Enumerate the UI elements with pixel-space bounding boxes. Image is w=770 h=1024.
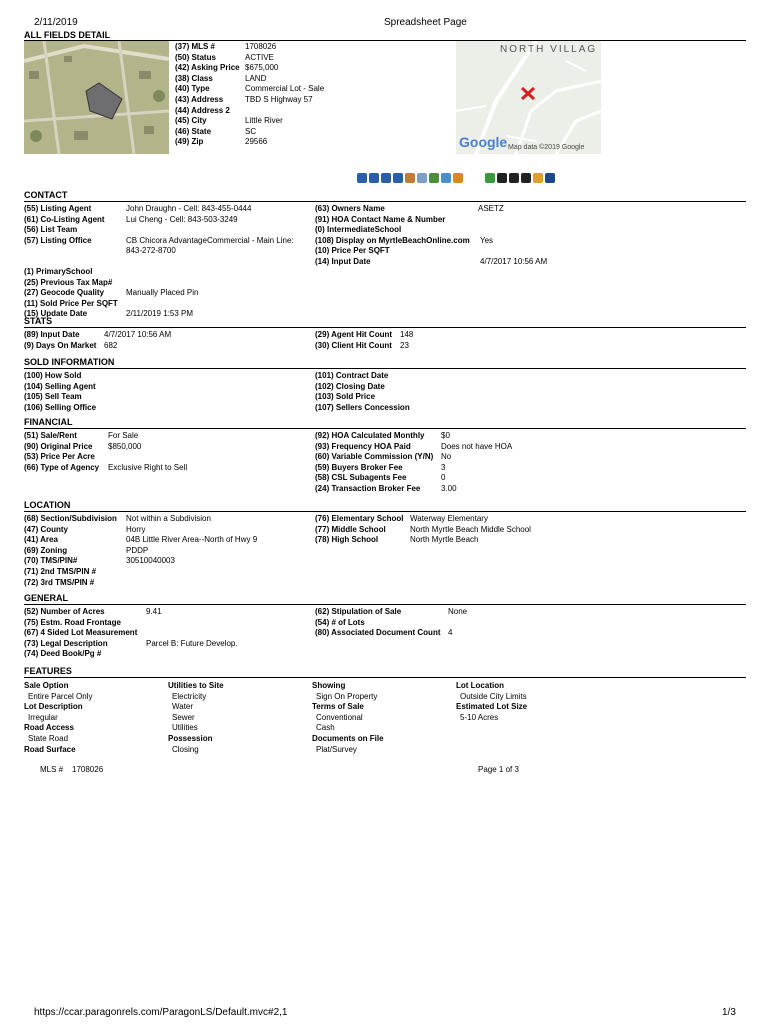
field-row xyxy=(315,215,547,226)
field-value: 4/7/2017 10:56 AM xyxy=(104,330,172,339)
field-value: 0 xyxy=(441,473,446,483)
field-value: 23 xyxy=(400,340,409,350)
field-value: $675,000 xyxy=(245,63,279,73)
feature-heading: Documents on File xyxy=(312,733,384,743)
field-row xyxy=(315,607,467,618)
field-row xyxy=(24,278,294,289)
feature-item: Irregular xyxy=(28,712,58,722)
feature-item: Electricity xyxy=(172,691,207,701)
field-label: (91) HOA Contact Name & Number xyxy=(315,214,446,224)
field-row xyxy=(315,341,413,352)
field-value: 29566 xyxy=(245,137,268,147)
field-value: Horry xyxy=(126,524,146,534)
field-label: (106) Selling Office xyxy=(24,402,97,412)
field-value: 3 xyxy=(441,462,446,472)
aerial-map-image[interactable] xyxy=(24,41,169,154)
field-value: 2/11/2019 1:53 PM xyxy=(126,309,194,319)
field-value: For Sale xyxy=(108,431,139,440)
field-row xyxy=(315,246,547,257)
field-label: (53) Price Per Acre xyxy=(24,452,95,462)
field-label: (72) 3rd TMS/PIN # xyxy=(24,577,95,587)
field-value: 30510040003 xyxy=(126,556,175,566)
google-logo: Google xyxy=(459,134,508,150)
field-label: (75) Estm. Road Frontage xyxy=(24,617,121,627)
field-label: (27) Geocode Quality xyxy=(24,288,105,298)
field-label: (90) Original Price xyxy=(24,441,93,451)
field-row xyxy=(24,299,294,310)
field-value: Parcel B: Future Develop. xyxy=(146,638,238,648)
field-label: (46) State xyxy=(175,126,212,136)
field-label: (63) Owners Name xyxy=(315,204,385,213)
field-row xyxy=(315,225,547,236)
field-label: (41) Area xyxy=(24,535,58,545)
field-label: (108) Display on MyrtleBeachOnline.com xyxy=(315,235,470,245)
field-value: Yes xyxy=(480,235,494,245)
toolbar-action-icon[interactable] xyxy=(369,173,379,183)
footer-mls-label: MLS # xyxy=(40,765,64,774)
field-value: 682 xyxy=(104,340,118,350)
field-value: Commercial Lot - Sale xyxy=(245,84,325,94)
features-column xyxy=(312,681,384,755)
feature-heading: Road Access xyxy=(24,723,74,733)
field-value: 148 xyxy=(400,330,414,339)
field-label: (50) Status xyxy=(175,52,216,62)
field-label: (54) # of Lots xyxy=(315,617,365,627)
field-value: Waterway Elementary xyxy=(410,514,488,523)
feature-item: Outside City Limits xyxy=(460,691,527,701)
field-row xyxy=(315,431,512,442)
field-label: (25) Previous Tax Map# xyxy=(24,277,113,287)
field-value: Exclusive Right to Sell xyxy=(108,462,188,472)
toolbar-action-icon[interactable] xyxy=(405,173,415,183)
financial-right-column xyxy=(315,431,512,495)
field-row xyxy=(315,535,531,546)
field-label: (11) Sold Price Per SQFT xyxy=(24,298,118,308)
summary-row xyxy=(175,42,324,53)
field-row xyxy=(24,535,257,546)
field-value: No xyxy=(441,452,452,462)
field-value: North Myrtle Beach Middle School xyxy=(410,524,531,534)
field-value: SC xyxy=(245,126,257,136)
feature-item: Utilities xyxy=(172,723,198,733)
field-row xyxy=(315,525,531,536)
field-value: $850,000 xyxy=(108,441,142,451)
map-credit: Map data ©2019 Google xyxy=(508,144,585,151)
field-row xyxy=(315,257,547,268)
field-label: (71) 2nd TMS/PIN # xyxy=(24,566,97,576)
field-row xyxy=(24,392,126,403)
field-label: (9) Days On Market xyxy=(24,340,97,350)
feature-item: Water xyxy=(172,702,194,712)
feature-item: 5-10 Acres xyxy=(460,712,499,722)
summary-row xyxy=(175,74,324,85)
field-row xyxy=(24,371,126,382)
field-label: (14) Input Date xyxy=(315,256,371,266)
field-label: (43) Address xyxy=(175,94,224,104)
field-label: (68) Section/Subdivision xyxy=(24,514,117,523)
contact-left-column xyxy=(24,204,294,320)
field-row xyxy=(315,392,415,403)
footer-url: https://ccar.paragonrels.com/ParagonLS/Default.mvc#2,1 xyxy=(34,1007,288,1018)
field-label: (51) Sale/Rent xyxy=(24,431,77,440)
summary-row xyxy=(175,106,324,117)
section-title: ALL FIELDS DETAIL xyxy=(24,30,111,40)
field-row xyxy=(315,371,415,382)
field-label: (69) Zoning xyxy=(24,545,68,555)
field-row xyxy=(24,607,238,618)
field-row xyxy=(24,514,257,525)
feature-heading: Estimated Lot Size xyxy=(456,702,528,712)
field-row xyxy=(24,288,294,299)
field-row xyxy=(24,546,257,557)
field-label: (76) Elementary School xyxy=(315,514,404,523)
field-label: (30) Client Hit Count xyxy=(315,340,392,350)
features-section-header: FEATURES xyxy=(24,666,746,678)
field-value: LAND xyxy=(245,73,267,83)
print-date: 2/11/2019 xyxy=(34,17,78,28)
field-label: (66) Type of Agency xyxy=(24,462,100,472)
field-row xyxy=(24,567,257,578)
field-label: (74) Deed Book/Pg # xyxy=(24,649,102,659)
field-row xyxy=(315,382,415,393)
sold-left-column xyxy=(24,371,126,413)
field-label: (52) Number of Acres xyxy=(24,607,105,616)
field-value: $0 xyxy=(441,431,450,440)
field-label: (10) Price Per SQFT xyxy=(315,246,390,256)
field-label: (29) Agent Hit Count xyxy=(315,330,393,339)
field-value: PDDP xyxy=(126,545,149,555)
toolbar-action-icon[interactable] xyxy=(453,173,463,183)
contact-right-column xyxy=(315,204,547,268)
field-row xyxy=(315,618,467,629)
field-row xyxy=(24,639,238,650)
toolbar-action-icon[interactable] xyxy=(417,173,427,183)
field-value: 4 xyxy=(448,628,453,638)
field-value: 04B Little River Area--North of Hwy 9 xyxy=(126,535,258,545)
field-label: (40) Type xyxy=(175,84,210,94)
field-label: (100) How Sold xyxy=(24,371,82,380)
field-row xyxy=(315,204,547,215)
summary-block xyxy=(175,42,324,148)
field-row xyxy=(24,463,187,474)
field-label: (62) Stipulation of Sale xyxy=(315,607,402,616)
location-left-column xyxy=(24,514,257,588)
summary-row xyxy=(175,116,324,127)
field-label: (56) List Team xyxy=(24,225,78,235)
field-value: Manually Placed Pin xyxy=(126,288,199,298)
feature-heading: Road Surface xyxy=(24,744,76,754)
action-toolbar xyxy=(357,173,557,183)
field-row xyxy=(24,525,257,536)
feature-heading: Utilities to Site xyxy=(168,681,224,690)
financial-section-header: FINANCIAL xyxy=(24,417,746,429)
field-label: (89) Input Date xyxy=(24,330,80,339)
feature-heading: Showing xyxy=(312,681,346,690)
field-label: (80) Associated Document Count xyxy=(315,628,441,638)
aerial-map-graphic xyxy=(24,41,169,154)
feature-item: Closing xyxy=(172,744,199,754)
field-row xyxy=(24,628,238,639)
field-row xyxy=(24,267,294,278)
page-title: Spreadsheet Page xyxy=(384,17,467,28)
field-row xyxy=(24,215,294,226)
field-row xyxy=(24,204,294,215)
field-label: (93) Frequency HOA Paid xyxy=(315,441,411,451)
field-label: (45) City xyxy=(175,116,207,126)
field-label: (15) Update Date xyxy=(24,309,88,319)
field-row xyxy=(24,452,187,463)
field-row xyxy=(315,236,547,247)
field-label: (37) MLS # xyxy=(175,42,216,51)
stats-section-header: STATS xyxy=(24,316,746,328)
field-value: TBD S Highway 57 xyxy=(245,94,313,104)
field-value: ACTIVE xyxy=(245,52,274,62)
field-label: (47) County xyxy=(24,524,68,534)
field-label: (73) Legal Description xyxy=(24,638,108,648)
field-label: (49) Zip xyxy=(175,137,204,147)
field-value: 3.00 xyxy=(441,483,457,493)
field-row xyxy=(315,514,531,525)
toolbar-action-icon[interactable] xyxy=(381,173,391,183)
summary-row xyxy=(175,95,324,106)
summary-row xyxy=(175,127,324,138)
field-label: (60) Variable Commission (Y/N) xyxy=(315,452,434,462)
field-label: (55) Listing Agent xyxy=(24,204,92,213)
field-value: ASETZ xyxy=(478,204,504,213)
map-place-label: NORTH VILLAG xyxy=(500,44,598,55)
summary-row xyxy=(175,84,324,95)
summary-row xyxy=(175,53,324,64)
location-map[interactable] xyxy=(456,41,601,154)
field-label: (1) PrimarySchool xyxy=(24,266,93,276)
feature-item: Conventional xyxy=(316,712,363,722)
field-row xyxy=(315,452,512,463)
feature-heading: Sale Option xyxy=(24,681,69,690)
field-row xyxy=(24,431,187,442)
feature-heading: Lot Description xyxy=(24,702,83,712)
summary-row xyxy=(175,137,324,148)
field-value: 1708026 xyxy=(245,42,277,51)
field-label: (57) Listing Office xyxy=(24,235,92,245)
stats-right-column xyxy=(315,330,413,351)
field-row xyxy=(24,649,238,660)
field-row xyxy=(24,618,238,629)
footer-browser-page: 1/3 xyxy=(722,1007,736,1018)
toolbar-action-icon[interactable] xyxy=(485,173,495,183)
field-label: (107) Sellers Concession xyxy=(315,402,410,412)
field-row xyxy=(24,330,171,341)
field-label: (101) Contract Date xyxy=(315,371,389,380)
field-value: 4/7/2017 10:56 AM xyxy=(480,256,548,266)
field-row xyxy=(24,556,257,567)
field-row xyxy=(315,473,512,484)
contact-section-header: CONTACT xyxy=(24,190,746,202)
summary-row xyxy=(175,63,324,74)
field-label: (24) Transaction Broker Fee xyxy=(315,483,421,493)
features-column xyxy=(168,681,224,755)
field-label: (92) HOA Calculated Monthly xyxy=(315,431,425,440)
feature-heading: Possession xyxy=(168,733,213,743)
toolbar-action-icon[interactable] xyxy=(393,173,403,183)
field-row xyxy=(315,628,467,639)
feature-item: Plat/Survey xyxy=(316,744,357,754)
field-row xyxy=(24,225,294,236)
field-label: (61) Co-Listing Agent xyxy=(24,214,105,224)
field-row xyxy=(24,403,126,414)
field-value: CB Chicora AdvantageCommercial - Main Line: xyxy=(126,235,294,245)
sold-section-header: SOLD INFORMATION xyxy=(24,357,746,369)
location-section-header: LOCATION xyxy=(24,500,746,512)
feature-item: Cash xyxy=(316,723,335,733)
general-right-column xyxy=(315,607,467,639)
field-value: 843-272-8700 xyxy=(126,246,176,256)
financial-left-column xyxy=(24,431,187,473)
field-row xyxy=(24,246,294,257)
feature-item: Sewer xyxy=(172,712,195,722)
feature-heading: Lot Location xyxy=(456,681,504,690)
field-row xyxy=(315,484,512,495)
field-row xyxy=(24,236,294,247)
sold-right-column xyxy=(315,371,415,413)
features-column xyxy=(24,681,92,755)
toolbar-action-icon[interactable] xyxy=(521,173,531,183)
field-row xyxy=(315,442,512,453)
field-label: (38) Class xyxy=(175,73,213,83)
field-label: (105) Sell Team xyxy=(24,392,82,402)
field-label: (77) Middle School xyxy=(315,524,386,534)
toolbar-action-icon[interactable] xyxy=(357,173,367,183)
field-value: Little River xyxy=(245,116,283,126)
field-value: Does not have HOA xyxy=(441,441,513,451)
field-value: John Draughn - Cell: 843-455-0444 xyxy=(126,204,252,213)
feature-item: Entire Parcel Only xyxy=(28,691,93,701)
field-label: (42) Asking Price xyxy=(175,63,240,73)
footer-page-number: Page 1 of 3 xyxy=(478,765,519,774)
field-row xyxy=(24,382,126,393)
field-value: None xyxy=(448,607,468,616)
field-row xyxy=(315,330,413,341)
stats-left-column xyxy=(24,330,171,351)
toolbar-action-icon[interactable] xyxy=(533,173,543,183)
general-section-header: GENERAL xyxy=(24,593,746,605)
feature-item: Sign On Property xyxy=(316,691,378,701)
feature-item: State Road xyxy=(28,733,69,743)
field-label: (78) High School xyxy=(315,535,379,545)
field-row xyxy=(24,578,257,589)
location-right-column xyxy=(315,514,531,546)
field-label: (67) 4 Sided Lot Measurement xyxy=(24,628,138,638)
field-value: North Myrtle Beach xyxy=(410,535,479,545)
field-label: (104) Selling Agent xyxy=(24,381,96,391)
features-column xyxy=(456,681,527,723)
toolbar-action-icon[interactable] xyxy=(429,173,439,183)
toolbar-action-icon[interactable] xyxy=(545,173,555,183)
footer-mls-value: 1708026 xyxy=(72,765,104,774)
field-value: 9.41 xyxy=(146,607,162,616)
field-value: Not within a Subdivision xyxy=(126,514,211,523)
field-label: (0) IntermediateSchool xyxy=(315,225,402,235)
field-label: (44) Address 2 xyxy=(175,105,230,115)
field-row xyxy=(24,442,187,453)
field-label: (103) Sold Price xyxy=(315,392,376,402)
field-label: (59) Buyers Broker Fee xyxy=(315,462,403,472)
field-label: (58) CSL Subagents Fee xyxy=(315,473,407,483)
toolbar-action-icon[interactable] xyxy=(441,173,451,183)
toolbar-action-icon[interactable] xyxy=(497,173,507,183)
field-label: (70) TMS/PIN# xyxy=(24,556,78,566)
field-value: Lui Cheng - Cell: 843-503-3249 xyxy=(126,214,238,224)
field-label: (102) Closing Date xyxy=(315,381,385,391)
field-row xyxy=(315,403,415,414)
feature-heading: Terms of Sale xyxy=(312,702,364,712)
toolbar-action-icon[interactable] xyxy=(509,173,519,183)
field-row xyxy=(315,463,512,474)
field-label xyxy=(24,246,126,257)
general-left-column xyxy=(24,607,238,660)
field-row xyxy=(24,341,171,352)
